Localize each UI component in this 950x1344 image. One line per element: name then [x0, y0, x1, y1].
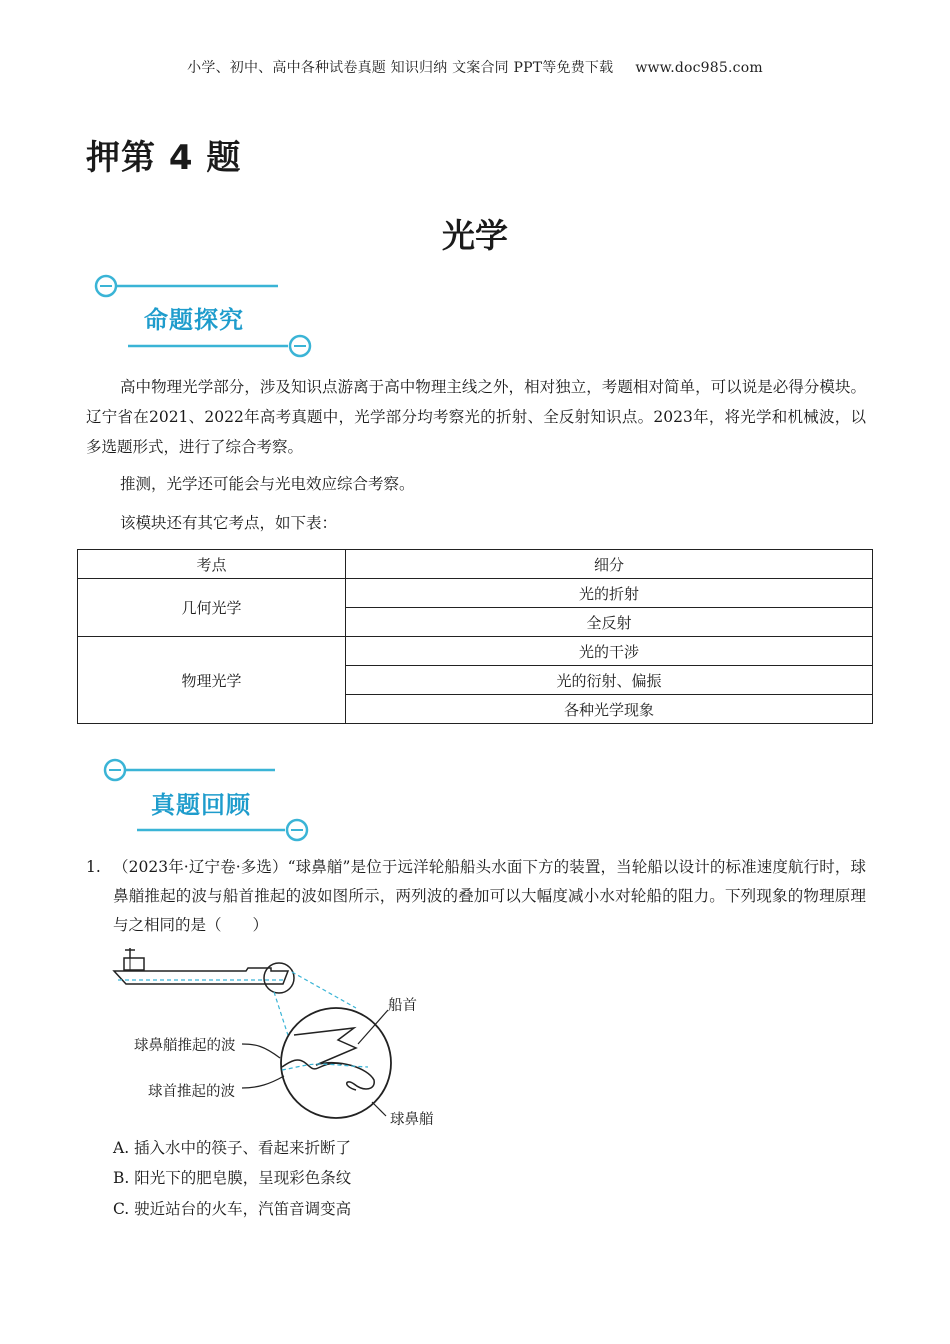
intro-paragraph-3: 该模块还有其它考点，如下表：: [120, 514, 338, 532]
label-bulb-wave: 球鼻艏推起的波: [134, 1038, 236, 1054]
label-bow: 船首: [388, 998, 417, 1014]
page-header: [0, 57, 950, 77]
header-banner: 小学、初中、高中各种试卷真题 知识归纳 文案合同 PPT等免费下载: [187, 60, 614, 76]
intro-paragraph-2: 推测，光学还可能会与光电效应综合考察。: [120, 475, 415, 493]
option-a: A. 插入水中的筷子、看起来折断了: [113, 1139, 352, 1157]
table-header-cell: 细分: [346, 550, 873, 579]
table-item-cell: 光的折射: [346, 579, 873, 608]
exploration-badge-label: 命题探究: [144, 306, 244, 334]
subject-title: 光学: [442, 216, 508, 255]
question-text: （2023年·辽宁卷·多选）“球鼻艏”是位于远洋轮船船头水面下方的装置，当轮船以设计的标准速度航行时，球鼻艏推起的波与船首推起的波如图所示，两列波的叠加可以大幅度减小水对轮船的阻力。下列现象的物理原理与之相同的是（ ）: [113, 858, 866, 934]
label-bulb: 球鼻艏: [390, 1112, 434, 1128]
review-badge-label: 真题回顾: [151, 791, 251, 819]
table-topic-cell: 几何光学: [78, 579, 346, 637]
exploration-badge: [92, 268, 322, 363]
table-row: [78, 579, 873, 608]
table-item-cell: 光的衍射、偏振: [346, 666, 873, 695]
table-item-cell: 全反射: [346, 608, 873, 637]
table-header-row: [78, 550, 873, 579]
label-bow-wave: 球首推起的波: [148, 1084, 235, 1100]
intro-paragraph-1: 高中物理光学部分，涉及知识点游离于高中物理主线之外，相对独立，考题相对简单，可以说是必得分模块。辽宁省在2021、2022年高考真题中，光学部分均考察光的折射、全反射知识点。2023年，将光学和机械波，以多选题形式，进行了综合考察。: [86, 378, 866, 456]
header-site: www.doc985.com: [635, 60, 763, 76]
table-header-cell: 考点: [78, 550, 346, 579]
option-c: C. 驶近站台的火车，汽笛音调变高: [113, 1200, 352, 1218]
main-heading: 押第 4 题: [86, 138, 242, 178]
question-1: [86, 853, 866, 940]
review-badge: [97, 752, 327, 847]
ship-wave-diagram: [106, 940, 446, 1130]
table-item-cell: 光的干涉: [346, 637, 873, 666]
option-b: B. 阳光下的肥皂膜，呈现彩色条纹: [113, 1169, 352, 1187]
topics-table: [77, 549, 873, 724]
table-row: [78, 637, 873, 666]
table-topic-cell: 物理光学: [78, 637, 346, 724]
question-number: 1.: [86, 858, 101, 876]
table-item-cell: 各种光学现象: [346, 695, 873, 724]
